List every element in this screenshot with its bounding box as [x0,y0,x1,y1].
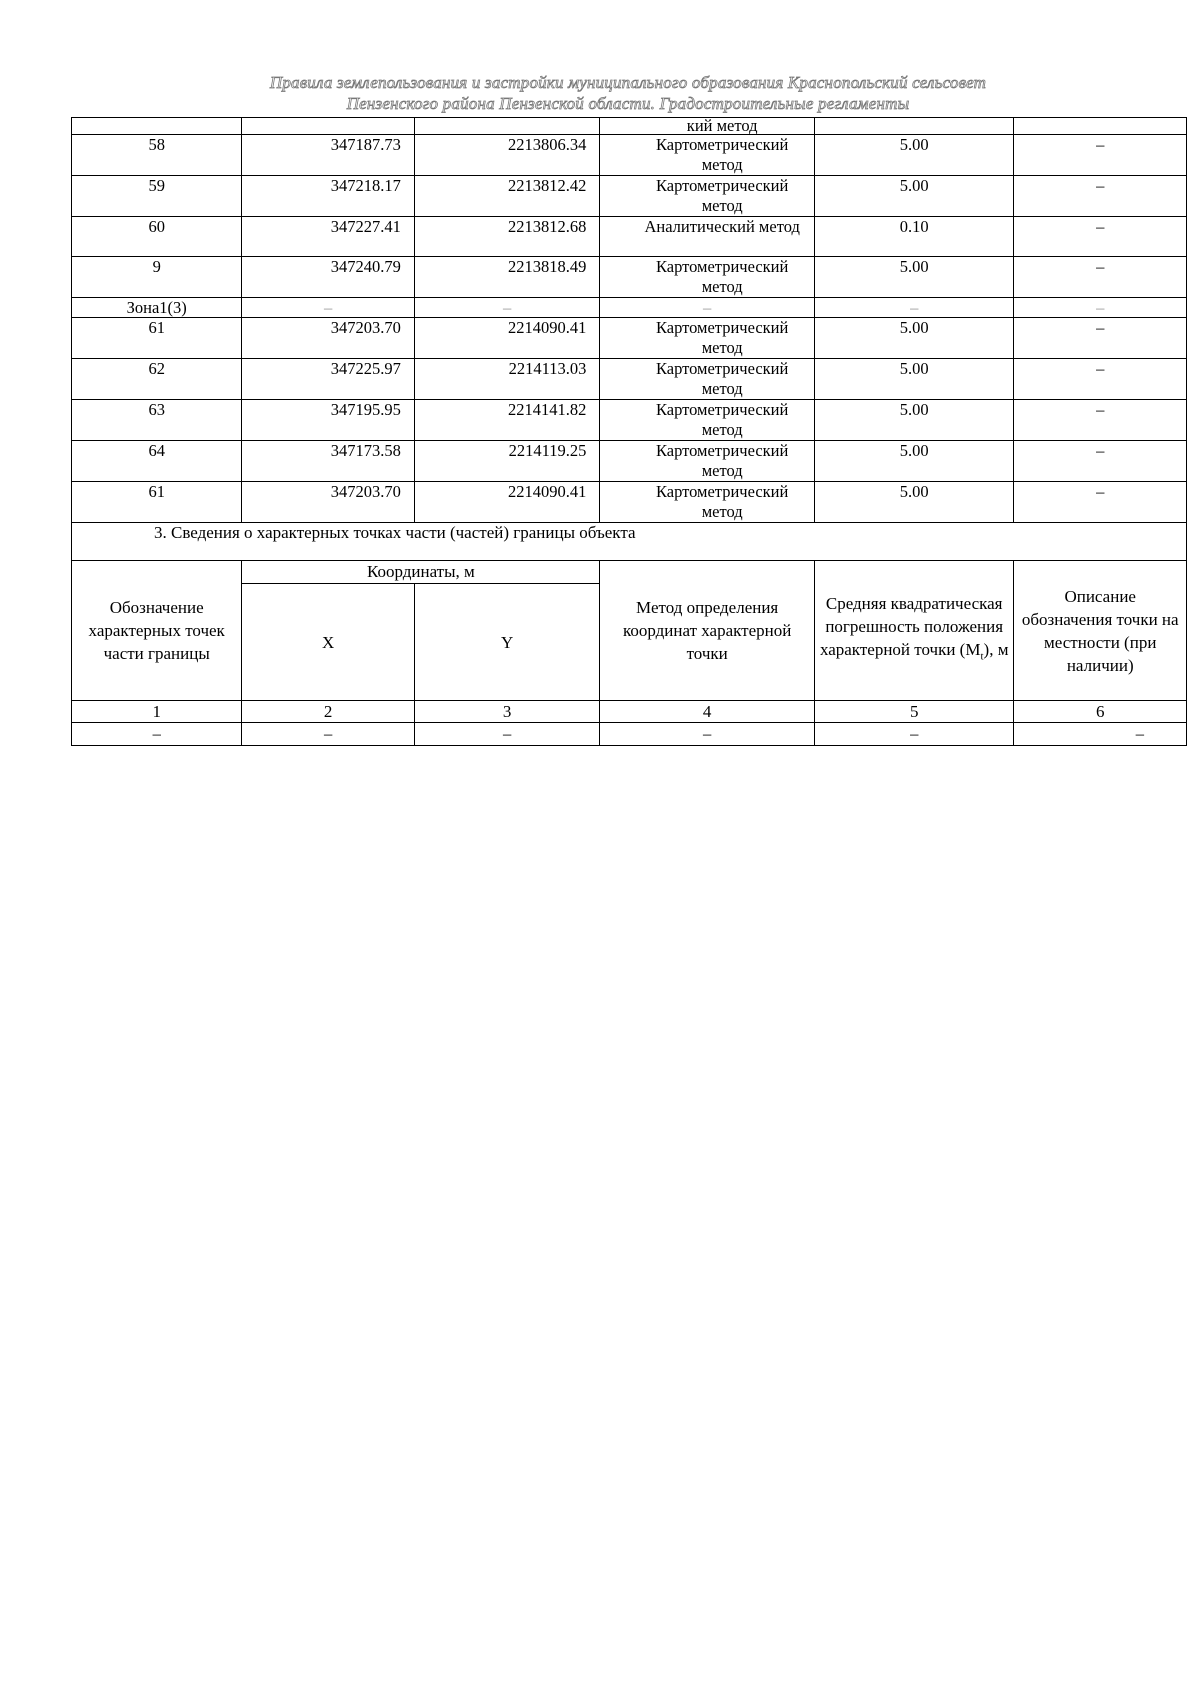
x-coordinate-cell: 347218.17 [242,176,415,217]
description-cell: – [1014,359,1187,400]
description-cell: – [1014,135,1187,176]
point-number-cell: 61 [72,482,242,523]
y-coordinate-cell: 2214090.41 [414,482,599,523]
empty-dash-cell: – [1014,723,1187,746]
column-number-cell: 6 [1014,701,1187,723]
column-header-method: Метод определения координат характерной точки [600,561,815,701]
document-header [70,72,1186,114]
point-number-cell: 9 [72,257,242,298]
method-cell: Картометрический метод [600,482,815,523]
y-coordinate-cell: 2214113.03 [414,359,599,400]
y-coordinate-cell: 2213806.34 [414,135,599,176]
description-cell: – [1014,217,1187,257]
error-cell: 5.00 [814,441,1013,482]
method-cell: Картометрический метод [600,441,815,482]
error-cell: 0.10 [814,217,1013,257]
method-cell: Картометрический метод [600,318,815,359]
zone-dash-cell: – [814,298,1013,318]
y-coordinate-cell: 2213818.49 [414,257,599,298]
y-coordinate-cell: 2214090.41 [414,318,599,359]
point-number-cell: 59 [72,176,242,217]
section-3-header-row [72,561,1187,584]
column-number-cell: 5 [814,701,1013,723]
zone-dash-cell: – [414,298,599,318]
x-coordinate-cell: 347240.79 [242,257,415,298]
zone-label-cell: Зона1(3) [72,298,242,318]
description-cell: – [1014,400,1187,441]
continuation-row [72,118,1187,135]
x-coordinate-cell: 347195.95 [242,400,415,441]
y-coordinate-cell: 2214141.82 [414,400,599,441]
zone-dash-cell: – [600,298,815,318]
error-header-subscript: t [980,650,984,663]
table-row [72,723,1187,746]
header-line-1: Правила землепользования и застройки муниципального образования Краснопольский сельсовет [269,73,987,92]
table-row [72,176,1187,217]
boundary-points-table [71,117,1187,746]
zone-row [72,298,1187,318]
error-header-unit: ), м [983,640,1009,660]
section-3-row [72,523,1187,561]
column-header-point: Обозначение характерных точек части границы [72,561,242,701]
empty-dash-cell: – [72,723,242,746]
table-row [72,257,1187,298]
column-numbers-row [72,701,1187,723]
column-header-coordinates: Координаты, м [242,561,600,584]
column-number-cell: 2 [242,701,415,723]
column-header-y: Y [414,584,599,701]
description-cell: – [1014,482,1187,523]
table-row [72,135,1187,176]
table-row [72,217,1187,257]
x-coordinate-cell: 347173.58 [242,441,415,482]
description-cell: – [1014,318,1187,359]
section-3-title: 3. Сведения о характерных точках части (частей) границы объекта [72,523,1187,561]
table-row [72,441,1187,482]
description-cell: – [1014,176,1187,217]
method-cell: Картометрический метод [600,135,815,176]
error-cell: 5.00 [814,176,1013,217]
column-header-error [814,561,1013,701]
column-number-cell: 4 [600,701,815,723]
x-coordinate-cell: 347203.70 [242,482,415,523]
y-coordinate-cell: 2213812.42 [414,176,599,217]
error-header-text: Средняя квадратическая погрешность положения характерной точки (M [819,594,1004,660]
header-line-2: Пензенского района Пензенской области. Градостроительные регламенты [346,94,910,113]
column-header-description: Описание обозначения точки на местности (при наличии) [1014,561,1187,701]
x-coordinate-cell: 347225.97 [242,359,415,400]
method-cell: кий метод [600,118,815,135]
column-number-cell: 1 [72,701,242,723]
table-row [72,400,1187,441]
point-number-cell: 58 [72,135,242,176]
table-row [72,482,1187,523]
empty-dash-cell: – [242,723,415,746]
table-row [72,359,1187,400]
empty-dash-cell: – [414,723,599,746]
point-number-cell: 61 [72,318,242,359]
error-cell: 5.00 [814,257,1013,298]
description-cell: – [1014,257,1187,298]
empty-dash-cell: – [814,723,1013,746]
zone-dash-cell: – [1014,298,1187,318]
column-number-cell: 3 [414,701,599,723]
method-cell: Картометрический метод [600,176,815,217]
x-coordinate-cell: 347203.70 [242,318,415,359]
empty-dash-cell: – [600,723,815,746]
error-cell: 5.00 [814,318,1013,359]
point-number-cell: 63 [72,400,242,441]
error-cell: 5.00 [814,400,1013,441]
point-number-cell: 60 [72,217,242,257]
error-cell: 5.00 [814,359,1013,400]
x-coordinate-cell: 347187.73 [242,135,415,176]
column-header-x: X [242,584,415,701]
y-coordinate-cell: 2213812.68 [414,217,599,257]
point-number-cell: 62 [72,359,242,400]
method-cell: Аналитический метод [600,217,815,257]
y-coordinate-cell: 2214119.25 [414,441,599,482]
zone-dash-cell: – [242,298,415,318]
table-row [72,318,1187,359]
point-number-cell: 64 [72,441,242,482]
error-cell: 5.00 [814,482,1013,523]
error-cell: 5.00 [814,135,1013,176]
method-cell: Картометрический метод [600,400,815,441]
method-cell: Картометрический метод [600,257,815,298]
method-cell: Картометрический метод [600,359,815,400]
x-coordinate-cell: 347227.41 [242,217,415,257]
description-cell: – [1014,441,1187,482]
